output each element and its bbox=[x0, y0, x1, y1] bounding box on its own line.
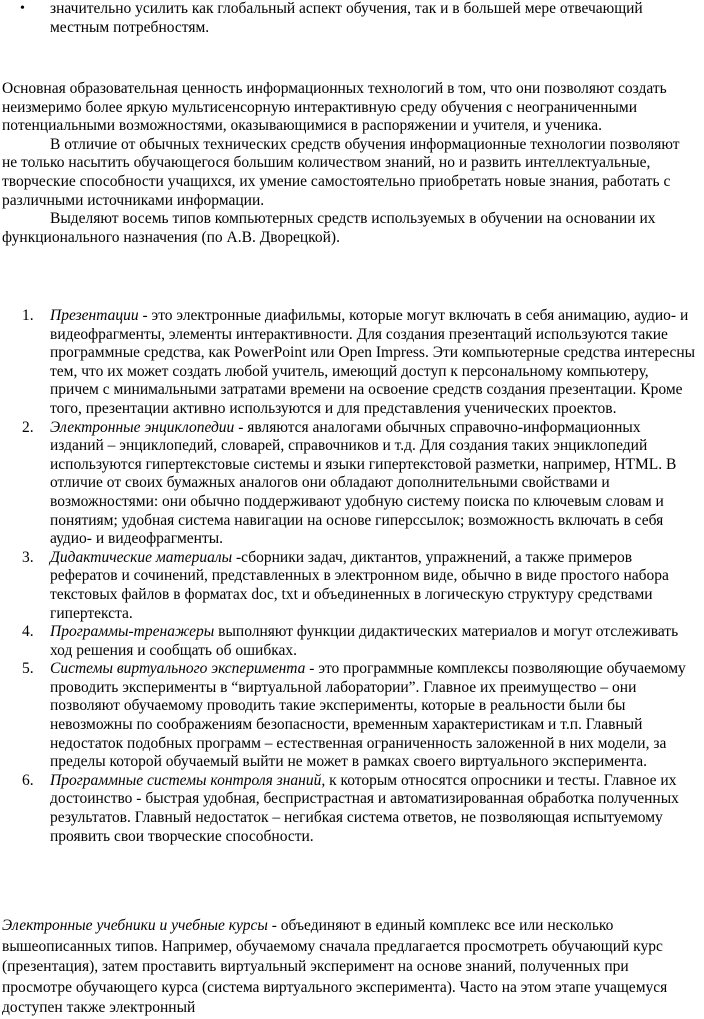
list-number: 5. bbox=[22, 660, 34, 678]
list-item bbox=[0, 419, 696, 549]
list-number: 6. bbox=[22, 771, 34, 789]
list-item bbox=[0, 772, 696, 846]
list-text: - являются аналогами обычных справочно-информационных изданий – энциклопедий, словарей, справочников и т.д. Для создания таких энциклопедий используются гипертекстовые системы и языки гипертекстовой разметки, например, HTML. В отличие от своих бумажных аналогов они обладают дополнительными свойствами и возможностями: они обычно поддерживают удобную систему поиска по ключевым словам и понятиям; удобная система навигации на основе гиперссылок; возможность включать в себя аудио- и видеофрагменты. bbox=[50, 418, 677, 548]
intro-section bbox=[2, 80, 698, 247]
bullet-text: значительно усилить как глобальный аспект обучения, так и в большей мере отвечающий местным потребностям. bbox=[50, 0, 643, 36]
list-number: 4. bbox=[22, 623, 34, 641]
bullet-icon: • bbox=[20, 1, 25, 16]
list-text: к которым относятся опросники и тесты. Главное их достоинство - быстрая удобная, беспристрастная и автоматизированная обработка полученных результатов. Главный недостаток – негибкая система ответов, не позволяющая испытуемому проявить свои творческие способности. bbox=[50, 771, 679, 845]
list-text: - это электронные диафильмы, которые могут включать в себя анимацию, аудио- и видеофрагменты, элементы интерактивности. Для создания презентаций используются такие программные средства, как PowerPoint или Open Impress. Эти компьютерные средства интересны тем, что их может создать любой учитель, имеющий доступ к персональному компьютеру, причем с минимальными затратами времени на освоение средств создания презентации. Кроме того, презентации активно используются и для представления ученических проектов. bbox=[50, 307, 696, 417]
list-text: -сборники задач, диктантов, упражнений, а также примеров рефератов и сочинений, представленных в электронном виде, обычно в виде простого набора текстовых файлов в форматах doc, txt и объединенных в логическую структуру средствами гипертекста. bbox=[50, 548, 669, 622]
list-item bbox=[0, 660, 696, 772]
list-item bbox=[0, 549, 696, 623]
closing-text: - объединяют в единый комплекс все или несколько вышеописанных типов. Например, обучаемому сначала предлагается просмотреть обучающий курс (презентация), затем проставить виртуальный эксперимент на основе знаний, полученных при просмотре обучающего курса (система виртуального эксперимента). Часто на этом этапе учащемуся доступен также электронный bbox=[2, 917, 668, 1016]
closing-term: Электронные учебники и учебные курсы bbox=[2, 917, 268, 934]
list-text: выполняют функции дидактических материалов и могут отслеживать ход решения и сообщать об ошибках. bbox=[50, 623, 679, 659]
paragraph-3: Выделяют восемь типов компьютерных средств используемых в обучении на основании их функционального назначения (по А.В. Дворецкой). bbox=[2, 210, 656, 246]
list-term: Системы виртуального эксперимента bbox=[50, 660, 306, 678]
paragraph-2: В отличие от обычных технических средств обучения информационные технологии позволяют не только насытить обучающегося большим количеством знаний, но и развить интеллектуальные, творческие способности учащихся, их умение самостоятельно приобретать новые знания, работать с различными источниками информации. bbox=[2, 135, 680, 209]
list-term: Презентации bbox=[50, 307, 139, 324]
list-text: - это программные комплексы позволяющие обучаемому проводить эксперименты в “виртуальной лаборатории”. Главное их преимущество – они позволяют обучаемому проводить такие эксперименты, которые в реальности были бы невозможны по соображениям безопасности, временным характеристикам и т.п. Главный недостаток подобных программ – естественная ограниченность заложенной в них модели, за пределы которой обучаемый выйти не может в рамках своего виртуального эксперимента. bbox=[50, 660, 686, 771]
list-term: Электронные энциклопедии bbox=[50, 418, 235, 436]
list-term: Программы-тренажеры bbox=[50, 623, 215, 641]
numbered-list bbox=[0, 307, 704, 846]
list-number: 3. bbox=[22, 548, 34, 566]
list-item bbox=[0, 307, 696, 419]
list-item bbox=[0, 623, 696, 660]
list-term: Дидактические материалы bbox=[50, 548, 233, 566]
bullet-list-item bbox=[20, 0, 695, 37]
list-number: 1. bbox=[22, 307, 34, 324]
paragraph-1: Основная образовательная ценность информационных технологий в том, что они позволяют создать неизмеримо более яркую мультисенсорную интерактивную среду обучения с неограниченными потенциальными возможностями, оказывающимися в распоряжении и учителя, и ученика. bbox=[2, 80, 667, 135]
list-number: 2. bbox=[22, 418, 34, 436]
list-term: Программные системы контроля знаний, bbox=[50, 771, 326, 789]
closing-paragraph bbox=[2, 916, 702, 1019]
